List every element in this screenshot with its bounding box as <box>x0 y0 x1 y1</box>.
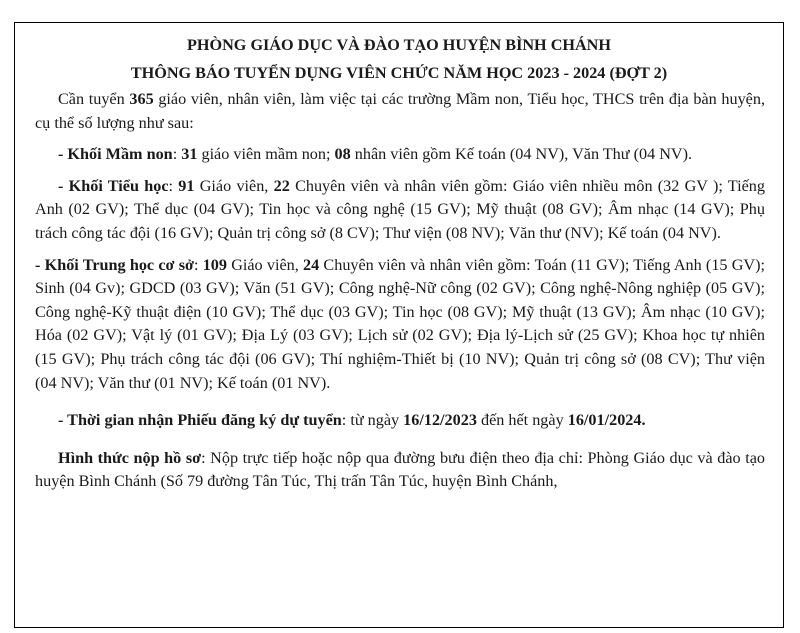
intro-pre: Cần tuyển <box>58 90 130 108</box>
thoi-gian-mid: từ ngày <box>350 411 404 430</box>
mam-non-rest: nhân viên gồm Kế toán (04 NV), Văn Thư (04 NV). <box>350 145 693 164</box>
hinh-thuc-label: Hình thức nộp hồ sơ <box>58 448 202 467</box>
colon: : <box>341 411 351 430</box>
mam-non-teachers: 31 <box>181 145 198 164</box>
end-date: 16/01/2024 <box>567 411 642 430</box>
end-punct: . <box>641 411 646 430</box>
intro-paragraph <box>15 88 783 135</box>
hinh-thuc-text: Nộp trực tiếp hoặc nộp qua đường bưu điện theo địa chỉ: Phòng Giáo dục và đào tạo huyện Bình Chánh (Số 79 đường Tân Túc, Thị trấn Tân Túc, huyện Bình Chánh, <box>35 448 765 491</box>
tieu-hoc-rest: Chuyên viên và nhân viên gồm: Giáo viên nhiều môn (32 GV ); Tiếng Anh (02 GV); Thể dục (04 GV); Tin học và công nghệ (15 GV); Mỹ thuật (08 GV); Âm nhạc (14 GV); Phụ trách công tác đội (16 GV); Quản trị công sở (8 CV); Thư viện (08 NV); Văn thư (NV); Kế toán (04 NV). <box>35 176 765 242</box>
thoi-gian-label: - Thời gian nhận Phiếu đăng ký dự tuyển <box>58 411 342 430</box>
announcement-document <box>14 22 784 628</box>
thcs-mid: Giáo viên, <box>226 255 304 274</box>
thcs-rest: Chuyên viên và nhân viên gồm: Toán (11 GV); Tiếng Anh (15 GV); Sinh (04 Gv); GDCD (03 GV); Văn (51 GV); Công nghệ-Nữ công (02 GV); Công nghệ-Nông nghiệp (05 GV); Công nghệ-Kỹ thuật điện (10 GV); Thể dục (03 GV); Tin học (08 GV); Mỹ thuật (13 GV); Âm nhạc (10 GV); Hóa (02 GV); Vật lý (01 GV); Địa Lý (03 GV); Lịch sử (02 GV); Địa lý-Lịch sử (25 GV); Khoa học tự nhiên (15 GV); Phụ trách công tác đội (06 GV); Thí nghiệm-Thiết bị (10 NV); Quản trị công sở (08 CV); Thư viện (04 NV); Văn thư (01 NV); Kế toán (01 NV). <box>35 255 765 392</box>
mam-non-section <box>15 143 783 167</box>
thoi-gian-section <box>15 409 783 433</box>
thcs-teachers: 109 <box>202 255 227 274</box>
thcs-staff: 24 <box>303 255 320 274</box>
colon: : <box>172 145 182 164</box>
colon: : <box>168 176 179 195</box>
thoi-gian-mid2: đến hết ngày <box>476 411 568 430</box>
colon: : <box>193 255 203 274</box>
mam-non-staff: 08 <box>334 145 351 164</box>
colon: : <box>201 448 211 467</box>
tieu-hoc-staff: 22 <box>273 176 290 195</box>
total-count: 365 <box>129 90 154 108</box>
department-title: PHÒNG GIÁO DỤC VÀ ĐÀO TẠO HUYỆN BÌNH CHÁNH <box>187 36 611 54</box>
announcement-title: THÔNG BÁO TUYỂN DỤNG VIÊN CHỨC NĂM HỌC 2023 - 2024 (ĐỢT 2) <box>130 64 668 82</box>
tieu-hoc-teachers: 91 <box>178 176 195 195</box>
mam-non-label: - Khối Mầm non <box>58 145 173 164</box>
mam-non-mid: giáo viên mầm non; <box>197 145 335 164</box>
thcs-section <box>15 254 783 396</box>
tieu-hoc-section <box>15 175 783 246</box>
tieu-hoc-mid: Giáo viên, <box>194 176 274 195</box>
hinh-thuc-section <box>15 447 783 494</box>
start-date: 16/12/2023 <box>403 411 477 430</box>
tieu-hoc-label: - Khối Tiểu học <box>58 176 169 195</box>
intro-post: giáo viên, nhân viên, làm việc tại các trường Mầm non, Tiểu học, THCS trên địa bàn huyện, cụ thể số lượng như sau: <box>35 90 765 132</box>
thcs-label: - Khối Trung học cơ sở <box>35 255 194 274</box>
